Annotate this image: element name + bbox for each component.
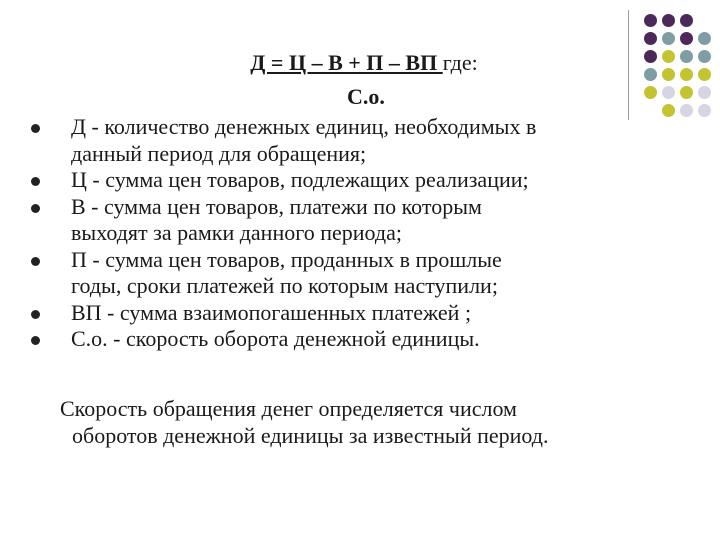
decor-dot	[644, 14, 657, 27]
list-item	[0, 326, 680, 353]
list-item-line: П - сумма цен товаров, проданных в прошлые	[71, 246, 502, 272]
list-item-text	[0, 326, 680, 353]
list-item	[0, 247, 680, 300]
summary-paragraph	[60, 396, 700, 449]
list-item	[0, 300, 680, 327]
list-item-line: Ц - сумма цен товаров, подлежащих реализации;	[71, 167, 529, 192]
list-item-line: данный период для обращения;	[71, 140, 367, 166]
list-item-text	[0, 247, 680, 300]
list-item-line: годы, сроки платежей по которым наступили;	[71, 273, 498, 298]
list-item-line: ВП - сумма взаимопогашенных платежей ;	[71, 299, 472, 325]
bullet-icon	[31, 204, 40, 213]
decor-dot	[680, 14, 693, 27]
formula-suffix: где:	[442, 50, 478, 75]
list-item-text	[0, 300, 680, 327]
bullet-icon	[31, 257, 40, 266]
list-item-text	[0, 194, 680, 247]
definition-list	[0, 114, 680, 353]
list-item-line: Д - количество денежных единиц, необходимых в	[71, 114, 537, 139]
list-item	[0, 114, 680, 167]
list-item-line: С.о. - скорость оборота денежной единицы.	[71, 326, 480, 351]
decor-dot	[680, 32, 693, 45]
decor-dot	[662, 14, 675, 27]
decor-dot	[698, 32, 711, 45]
bullet-icon	[31, 310, 40, 319]
formula-expression: Д = Ц – В + П – ВП	[250, 50, 443, 75]
list-item-line: В - сумма цен товаров, платежи по которым	[71, 193, 482, 219]
bullet-icon	[31, 177, 40, 186]
decor-dot	[644, 32, 657, 45]
decor-dot	[662, 32, 675, 45]
bullet-icon	[31, 124, 40, 133]
list-item-text	[0, 114, 680, 167]
bullet-icon	[31, 336, 40, 345]
formula-line	[0, 50, 720, 76]
summary-line: оборотов денежной единицы за известный период.	[72, 422, 549, 448]
list-item-text	[0, 167, 680, 194]
summary-line: Скорость обращения денег определяется числом	[60, 396, 517, 421]
list-item	[0, 167, 680, 194]
formula-co-label: С.о.	[347, 84, 385, 109]
list-item-line: выходят за рамки данного периода;	[71, 220, 402, 245]
list-item	[0, 194, 680, 247]
